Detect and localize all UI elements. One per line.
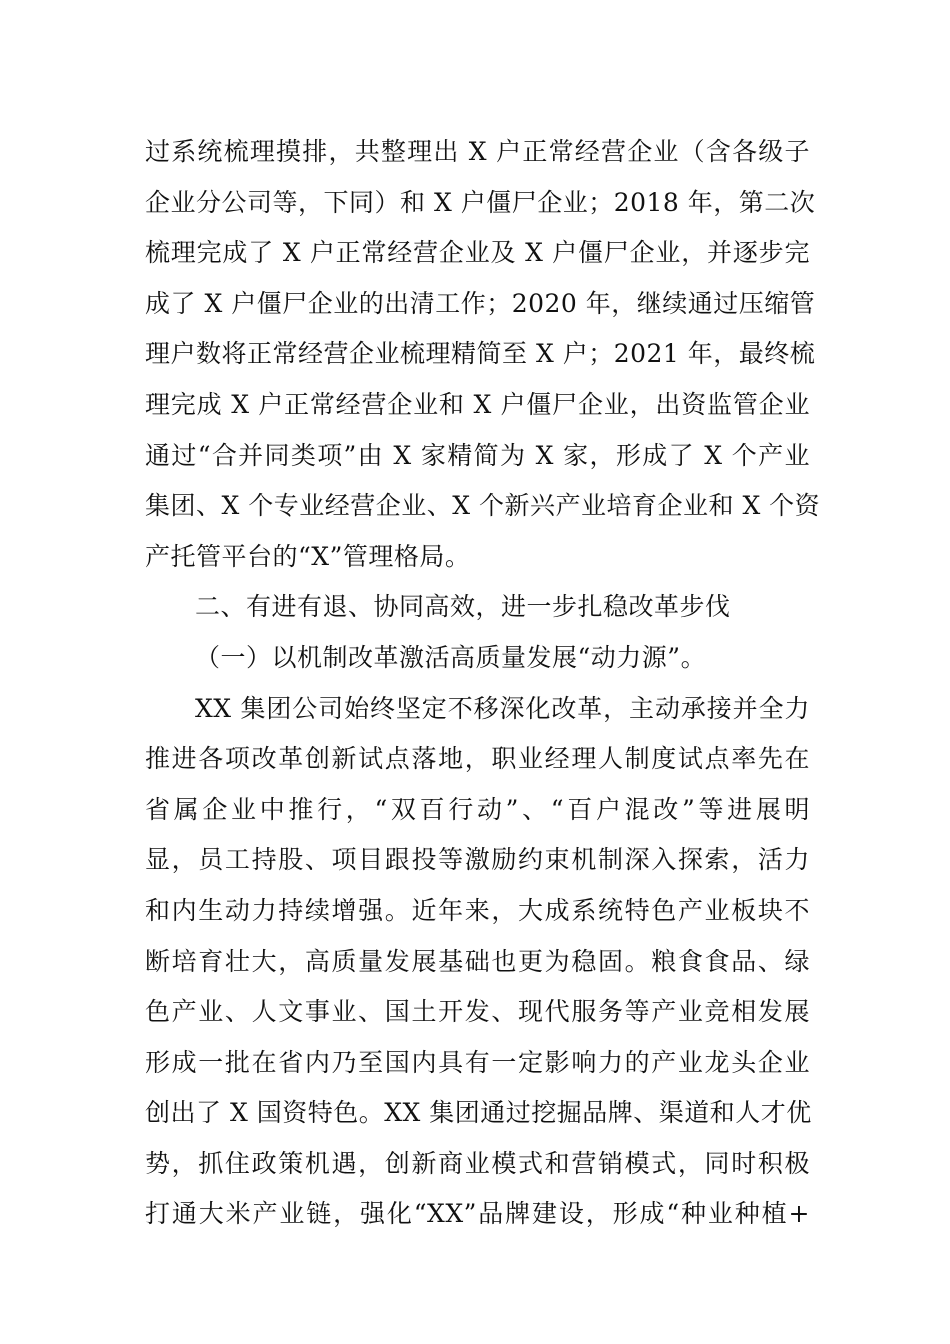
paragraph-line: 色产业、人文事业、国土开发、现代服务等产业竞相发展 (145, 997, 810, 1027)
paragraph-line: 推进各项改革创新试点落地，职业经理人制度试点率先在 (145, 744, 810, 774)
paragraph-line: 理户数将正常经营企业梳理精简至 X 户；2021 年，最终梳 (145, 339, 816, 369)
subsection-heading: （一）以机制改革激活高质量发展“动力源”。 (195, 642, 707, 672)
paragraph-line: 创出了 X 国资特色。XX 集团通过挖掘品牌、渠道和人才优 (145, 1098, 812, 1128)
paragraph-line: 成了 X 户僵尸企业的出清工作；2020 年，继续通过压缩管 (145, 288, 816, 318)
paragraph-line: 形成一批在省内乃至国内具有一定影响力的产业龙头企业 (145, 1047, 810, 1077)
paragraph-line: 产托管平台的“X”管理格局。 (145, 541, 471, 571)
paragraph-line: 显，员工持股、项目跟投等激励约束机制深入探索，活力 (145, 845, 810, 875)
paragraph-line: XX 集团公司始终坚定不移深化改革，主动承接并全力 (195, 693, 810, 723)
paragraph-line: 省属企业中推行，“双百行动”、“百户混改”等进展明 (145, 794, 810, 824)
paragraph-line: 梳理完成了 X 户正常经营企业及 X 户僵尸企业，并逐步完 (145, 238, 810, 268)
paragraph-line: 通过“合并同类项”由 X 家精简为 X 家，形成了 X 个产业 (145, 440, 810, 470)
paragraph-line: 理完成 X 户正常经营企业和 X 户僵尸企业，出资监管企业 (145, 389, 810, 419)
paragraph-line: 过系统梳理摸排，共整理出 X 户正常经营企业（含各级子 (145, 137, 810, 166)
paragraph-line: 企业分公司等，下同）和 X 户僵尸企业；2018 年，第二次 (145, 187, 816, 217)
document-body (145, 127, 821, 1240)
paragraph-line: 和内生动力持续增强。近年来，大成系统特色产业板块不 (145, 895, 810, 925)
section-heading: 二、有进有退、协同高效，进一步扎稳改革步伐 (195, 592, 731, 622)
paragraph-line: 集团、X 个专业经营企业、X 个新兴产业培育企业和 X 个资 (145, 491, 821, 521)
paragraph-line: 打通大米产业链，强化“XX”品牌建设，形成“种业种植+ (145, 1199, 810, 1229)
paragraph-line: 势，抓住政策机遇，创新商业模式和营销模式，同时积极 (145, 1148, 810, 1178)
paragraph-line: 断培育壮大，高质量发展基础也更为稳固。粮食食品、绿 (145, 946, 810, 976)
